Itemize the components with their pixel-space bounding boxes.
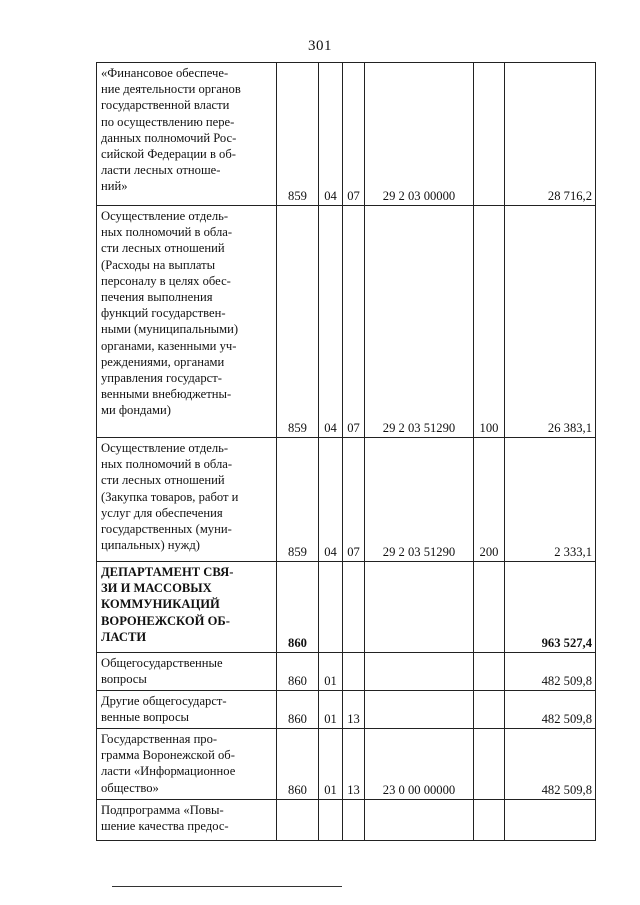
target-code: 29 2 03 00000 (365, 63, 474, 206)
section-code: 01 (319, 653, 343, 691)
section-code (319, 562, 343, 653)
table-row (97, 800, 596, 841)
table-row (97, 691, 596, 729)
subsection-code: 07 (343, 438, 365, 562)
target-code (365, 800, 474, 841)
table-row (97, 63, 596, 206)
amount: 2 333,1 (505, 438, 596, 562)
amount: 26 383,1 (505, 206, 596, 438)
expense-type-code: 200 (474, 438, 505, 562)
table-row (97, 438, 596, 562)
section-code (319, 800, 343, 841)
expense-type-code (474, 653, 505, 691)
expense-type-code: 100 (474, 206, 505, 438)
table-row-department (97, 562, 596, 653)
subsection-code: 07 (343, 206, 365, 438)
table-row (97, 206, 596, 438)
ministry-code: 859 (277, 63, 319, 206)
ministry-code: 860 (277, 653, 319, 691)
amount: 482 509,8 (505, 653, 596, 691)
section-code: 01 (319, 729, 343, 800)
target-code (365, 653, 474, 691)
page-number: 301 (308, 38, 332, 54)
table-row (97, 653, 596, 691)
amount: 482 509,8 (505, 691, 596, 729)
expense-type-code (474, 63, 505, 206)
amount (505, 800, 596, 841)
department-name: ДЕПАРТАМЕНТ СВЯ- ЗИ И МАССОВЫХ КОММУНИКАЦИЙ ВОРОНЕЖСКОЙ ОБ- ЛАСТИ (97, 562, 277, 653)
subsection-code: 07 (343, 63, 365, 206)
row-name: Государственная про- грамма Воронежской об- ласти «Информационное общество» (97, 729, 277, 800)
subsection-code: 13 (343, 729, 365, 800)
section-code: 04 (319, 206, 343, 438)
ministry-code: 859 (277, 206, 319, 438)
ministry-code: 859 (277, 438, 319, 562)
target-code: 29 2 03 51290 (365, 438, 474, 562)
ministry-code: 860 (277, 691, 319, 729)
section-code: 01 (319, 691, 343, 729)
expense-type-code (474, 800, 505, 841)
subsection-code: 13 (343, 691, 365, 729)
section-code: 04 (319, 63, 343, 206)
subsection-code (343, 800, 365, 841)
target-code (365, 691, 474, 729)
row-name: Общегосударственные вопросы (97, 653, 277, 691)
target-code: 29 2 03 51290 (365, 206, 474, 438)
row-name: Осуществление отдель- ных полномочий в обла- сти лесных отношений (Расходы на выплаты персоналу в целях обес- печения выполнения функций государствен- ными (муниципальными) органами, казенными уч- реждениями, органами управления государст- венными внебюджетны- ми фондами) (97, 206, 277, 438)
ministry-code: 860 (277, 562, 319, 653)
amount: 963 527,4 (505, 562, 596, 653)
target-code: 23 0 00 00000 (365, 729, 474, 800)
amount: 28 716,2 (505, 63, 596, 206)
expense-type-code (474, 691, 505, 729)
row-name: «Финансовое обеспече- ние деятельности органов государственной власти по осуществлению пере- данных полномочий Рос- сийской Федерации в об- ласти лесных отноше- ний» (97, 63, 277, 206)
expense-type-code (474, 729, 505, 800)
row-name: Подпрограмма «Повы- шение качества предос- (97, 800, 277, 841)
table-row (97, 729, 596, 800)
subsection-code (343, 653, 365, 691)
subsection-code (343, 562, 365, 653)
expense-type-code (474, 562, 505, 653)
footer-divider (112, 886, 342, 887)
ministry-code (277, 800, 319, 841)
row-name: Другие общегосударст- венные вопросы (97, 691, 277, 729)
amount: 482 509,8 (505, 729, 596, 800)
row-name: Осуществление отдель- ных полномочий в обла- сти лесных отношений (Закупка товаров, работ и услуг для обеспечения государственных (муни- ципальных) нужд) (97, 438, 277, 562)
budget-table (96, 62, 596, 841)
target-code (365, 562, 474, 653)
ministry-code: 860 (277, 729, 319, 800)
section-code: 04 (319, 438, 343, 562)
